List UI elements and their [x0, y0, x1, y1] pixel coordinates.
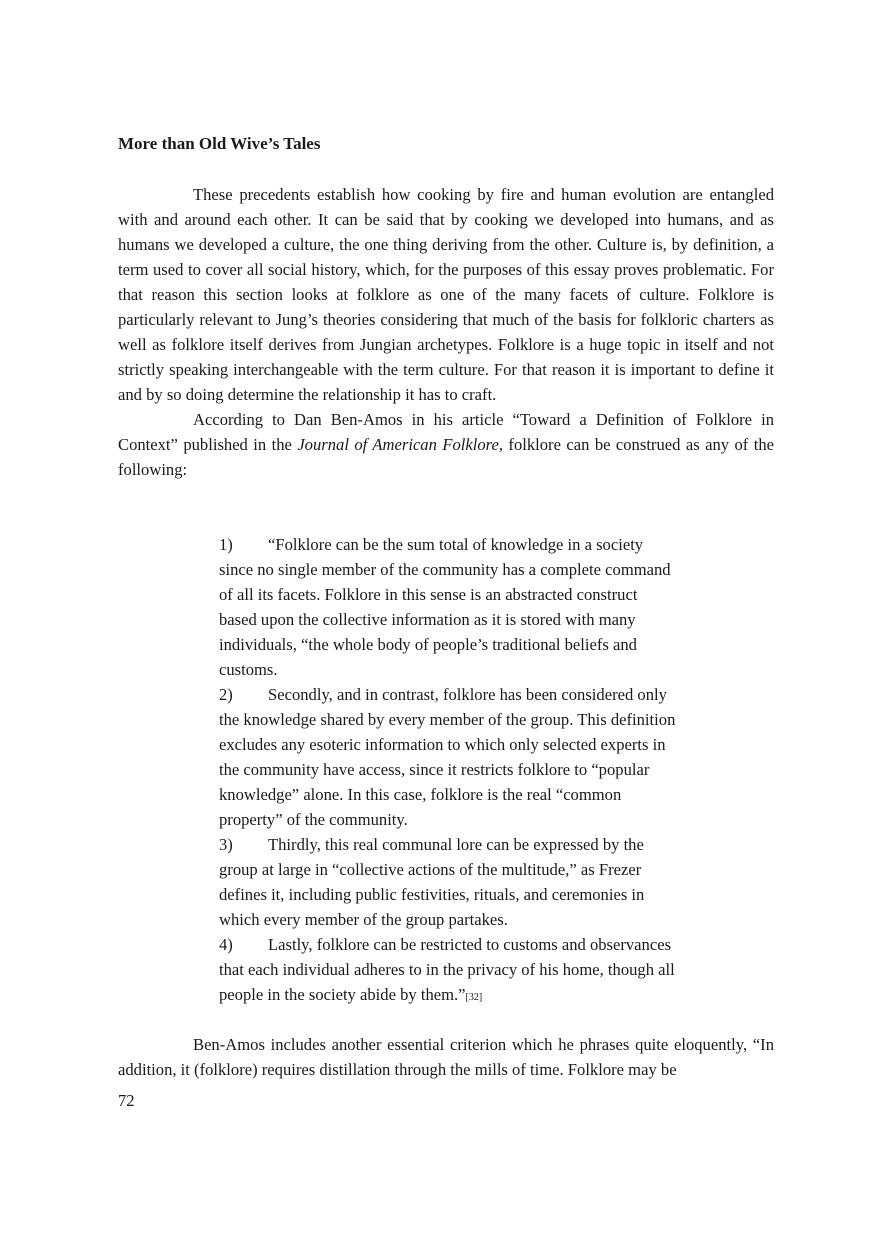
body-text — [118, 182, 774, 482]
paragraph-2-end: , folklore can be construed as any of the following: — [118, 435, 774, 479]
quote-item-4 — [219, 932, 679, 1010]
quote-item-number: 1) — [219, 535, 233, 554]
quote-item-text: Thirdly, this real communal lore can be expressed by the group at large in “collective actions of the multitude,” as Frezer defines it, including public festivities, rituals, and ceremonies in which every member of the group partakes. — [219, 835, 645, 929]
quote-item-text: Lastly, folklore can be restricted to customs and observances that each individual adheres to in the privacy of his home, though all people in the society abide by them.” — [219, 935, 675, 1004]
quote-item-text: “Folklore can be the sum total of knowledge in a society since no single member of the community has a complete command of all its facets. Folklore in this sense is an abstracted construct based upon the collective information as it is stored with many individuals, “the whole body of people’s traditional beliefs and customs. — [219, 535, 671, 679]
quote-item-text: Secondly, and in contrast, folklore has been considered only the knowledge shared by every member of the group. This definition excludes any esoteric information to which only selected experts in the community have access, since it restricts folklore to “popular knowledge” alone. In this case, folklore is the real “common property” of the community. — [219, 685, 676, 829]
block-quote — [219, 532, 679, 1010]
paragraph-2-start: According to Dan Ben-Amos in his article “Toward a Definition of Folklore in Context” published in the — [118, 410, 774, 454]
quote-item-3 — [219, 832, 679, 932]
footnote-reference[interactable]: [32] — [465, 992, 483, 1003]
closing-paragraph: Ben-Amos includes another essential criterion which he phrases quite eloquently, “In addition, it (folklore) requires distillation through the mills of time. Folklore may be — [118, 1035, 774, 1079]
quote-item-2 — [219, 682, 679, 832]
journal-title: Journal of American Folklore — [297, 435, 499, 454]
paragraph-2 — [118, 407, 774, 482]
quote-item-number: 3) — [219, 835, 233, 854]
page-number: 72 — [118, 1091, 135, 1110]
section-heading: More than Old Wive’s Tales — [118, 134, 321, 153]
quote-item-number: 2) — [219, 685, 233, 704]
quote-item-1 — [219, 532, 679, 682]
quote-item-number: 4) — [219, 935, 233, 954]
paragraph-1: These precedents establish how cooking by fire and human evolution are entangled with and around each other. It can be said that by cooking we developed into humans, and as humans we developed a culture, the one thing deriving from the other. Culture is, by definition, a term used to cover all social history, which, for the purposes of this essay proves problematic. For that reason this section looks at folklore as one of the many facets of culture. Folklore is particularly relevant to Jung’s theories considering that much of the basis for folkloric charters as well as folklore itself derives from Jungian archetypes. Folklore is a huge topic in itself and not strictly speaking interchangeable with the term culture. For that reason it is important to define it and by so doing determine the relationship it has to craft. — [118, 185, 774, 404]
